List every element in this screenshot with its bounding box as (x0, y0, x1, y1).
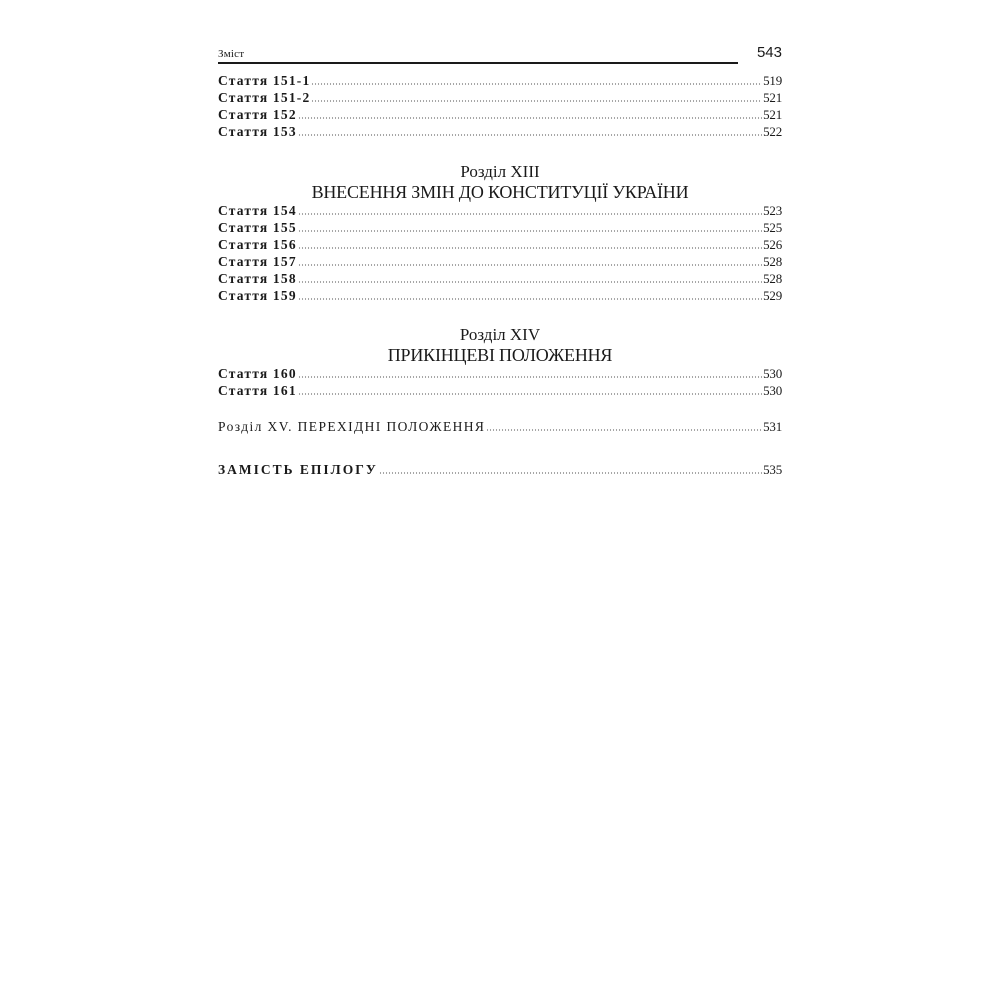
dot-leader (298, 222, 762, 232)
toc-entry-label: Стаття 155 (218, 220, 297, 235)
section-13-number: Розділ XIII (460, 162, 540, 181)
running-header (218, 44, 782, 64)
toc-entry-151-2[interactable] (218, 89, 782, 106)
dot-leader (298, 290, 762, 300)
toc-entry-161[interactable] (218, 382, 782, 399)
toc-entry-154[interactable] (218, 202, 782, 219)
toc-entry-page: 521 (763, 90, 782, 105)
toc-entry-label: Розділ XV. ПЕРЕХІДНІ ПОЛОЖЕННЯ (218, 419, 486, 434)
dot-leader (379, 464, 762, 474)
toc-entry-page: 522 (763, 124, 782, 139)
toc-entry-159[interactable] (218, 287, 782, 304)
toc-entry-label: Стаття 156 (218, 237, 297, 252)
toc-group-1 (218, 72, 782, 140)
toc-entry-155[interactable] (218, 219, 782, 236)
toc-entry-153[interactable] (218, 123, 782, 140)
dot-leader (298, 256, 762, 266)
toc-entry-page: 530 (763, 383, 782, 398)
section-13-title: ВНЕСЕННЯ ЗМІН ДО КОНСТИТУЦІЇ УКРАЇНИ (311, 182, 689, 202)
toc-entry-page: 521 (763, 107, 782, 122)
toc-entry-page: 535 (763, 462, 782, 477)
toc-entry-158[interactable] (218, 270, 782, 287)
dot-leader (298, 109, 762, 119)
toc-entry-label: Стаття 160 (218, 366, 297, 381)
dot-leader (298, 273, 762, 283)
section-14-title: ПРИКІНЦЕВІ ПОЛОЖЕННЯ (387, 345, 613, 365)
toc-entry-epilogue[interactable] (218, 461, 782, 478)
toc-entry-page: 529 (763, 288, 782, 303)
dot-leader (311, 92, 762, 102)
book-page (218, 0, 782, 1000)
toc-entry-label: ЗАМІСТЬ ЕПІЛОГУ (218, 462, 378, 477)
toc-entry-160[interactable] (218, 365, 782, 382)
toc-entry-label: Стаття 152 (218, 107, 297, 122)
dot-leader (298, 239, 762, 249)
toc-entry-156[interactable] (218, 236, 782, 253)
toc-entry-label: Стаття 159 (218, 288, 297, 303)
toc-group-15 (218, 418, 782, 435)
dot-leader (486, 421, 762, 431)
toc-entry-label: Стаття 151-2 (218, 90, 311, 105)
dot-leader (298, 205, 762, 215)
toc-entry-152[interactable] (218, 106, 782, 123)
toc-entry-page: 530 (763, 366, 782, 381)
section-14-heading (218, 325, 782, 365)
toc-entry-section-15[interactable] (218, 418, 782, 435)
toc-entry-label: Стаття 157 (218, 254, 297, 269)
toc-group-13 (218, 202, 782, 304)
toc-entry-label: Стаття 151-1 (218, 73, 311, 88)
dot-leader (298, 126, 762, 136)
toc-entry-page: 519 (763, 73, 782, 88)
header-title: Зміст (218, 48, 245, 60)
section-13-heading (218, 162, 782, 202)
toc-entry-page: 523 (763, 203, 782, 218)
toc-entry-151-1[interactable] (218, 72, 782, 89)
toc-entry-page: 526 (763, 237, 782, 252)
header-page-number: 543 (756, 44, 782, 61)
section-14-number: Розділ XIV (459, 325, 541, 344)
dot-leader (311, 75, 762, 85)
toc-group-14 (218, 365, 782, 399)
toc-entry-page: 531 (763, 419, 782, 434)
toc-group-epilogue (218, 461, 782, 478)
toc-entry-label: Стаття 154 (218, 203, 297, 218)
toc-entry-page: 525 (763, 220, 782, 235)
toc-entry-label: Стаття 161 (218, 383, 297, 398)
header-rule (218, 62, 738, 64)
toc-entry-label: Стаття 158 (218, 271, 297, 286)
toc-entry-157[interactable] (218, 253, 782, 270)
toc-entry-page: 528 (763, 271, 782, 286)
dot-leader (298, 368, 762, 378)
toc-entry-label: Стаття 153 (218, 124, 297, 139)
toc-entry-page: 528 (763, 254, 782, 269)
dot-leader (298, 385, 762, 395)
